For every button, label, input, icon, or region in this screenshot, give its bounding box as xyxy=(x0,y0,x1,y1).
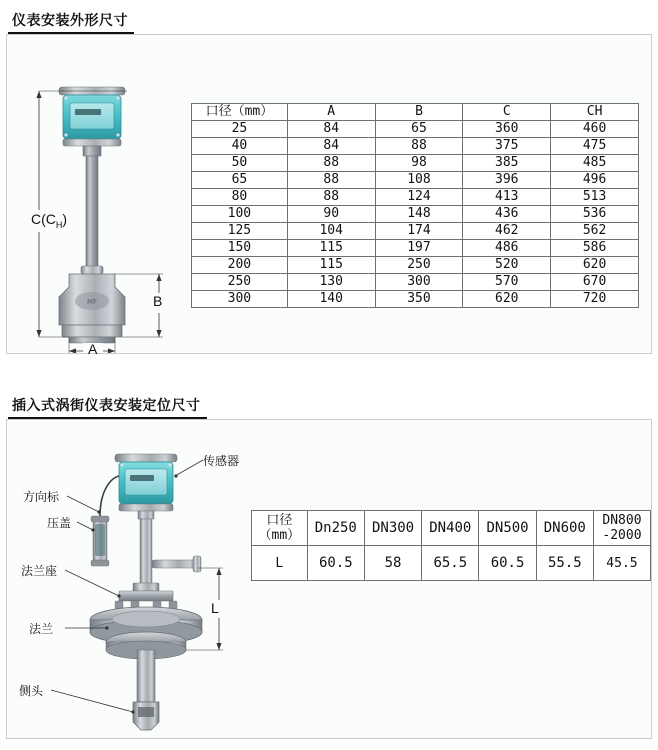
cell-b: 174 xyxy=(375,223,463,240)
cell-b: 300 xyxy=(375,274,463,291)
cell-caliber: 125 xyxy=(192,223,288,240)
section-2-title-text: 插入式涡街仪表安装定位尺寸 xyxy=(12,397,201,413)
cell-ch: 670 xyxy=(551,274,639,291)
label-l: L xyxy=(211,600,219,616)
diagram-panel-2 xyxy=(6,419,652,739)
table-row xyxy=(192,138,639,155)
cell-c: 462 xyxy=(463,223,551,240)
cell-b: 250 xyxy=(375,257,463,274)
cell-l: 55.5 xyxy=(536,546,593,581)
svg-text:MF: MF xyxy=(86,298,98,306)
cell-caliber: 300 xyxy=(192,291,288,308)
label-c-ch-end: ) xyxy=(62,211,68,227)
th-l: L xyxy=(252,546,308,581)
table-row xyxy=(192,206,639,223)
cell-c: 486 xyxy=(463,240,551,257)
cell-a: 84 xyxy=(287,138,375,155)
cell-c: 520 xyxy=(463,257,551,274)
cell-b: 124 xyxy=(375,189,463,206)
cell-c: 396 xyxy=(463,172,551,189)
cell-c: 570 xyxy=(463,274,551,291)
section-2-title xyxy=(8,393,207,419)
table-row xyxy=(192,223,639,240)
cell-c: 360 xyxy=(463,121,551,138)
cell-ch: 562 xyxy=(551,223,639,240)
section-1-title xyxy=(8,8,134,34)
cell-caliber: DN400 xyxy=(422,511,479,546)
th-caliber xyxy=(252,511,308,546)
cell-b: 197 xyxy=(375,240,463,257)
cell-caliber: 65 xyxy=(192,172,288,189)
cell-ch: 536 xyxy=(551,206,639,223)
cell-a: 88 xyxy=(287,172,375,189)
table-row xyxy=(192,291,639,308)
cell-c: 436 xyxy=(463,206,551,223)
cell-caliber: DN300 xyxy=(364,511,421,546)
th-a: A xyxy=(287,104,375,121)
cell-a: 88 xyxy=(287,155,375,172)
cell-caliber: 80 xyxy=(192,189,288,206)
cell-caliber: 250 xyxy=(192,274,288,291)
section-insertion-vortex-dimensions xyxy=(0,385,658,750)
label-b: B xyxy=(153,293,163,309)
cell-a: 84 xyxy=(287,121,375,138)
vortex-flowmeter-drawing xyxy=(7,35,207,353)
cell-ch: 720 xyxy=(551,291,639,308)
cell-a: 90 xyxy=(287,206,375,223)
cell-c: 413 xyxy=(463,189,551,206)
cell-a: 115 xyxy=(287,240,375,257)
cell-l: 60.5 xyxy=(479,546,536,581)
cell-ch: 586 xyxy=(551,240,639,257)
label-c-ch xyxy=(31,211,67,230)
th-caliber: 口径（mm） xyxy=(192,104,288,121)
label-a: A xyxy=(88,341,98,357)
cell-b: 88 xyxy=(375,138,463,155)
cell-a: 104 xyxy=(287,223,375,240)
th-ch: CH xyxy=(551,104,639,121)
label-c-ch-sub: H xyxy=(55,219,63,230)
label-gland: 压盖 xyxy=(47,516,72,530)
label-probe-head: 侧头 xyxy=(19,684,44,698)
cell-l: 45.5 xyxy=(593,546,650,581)
cell-b: 148 xyxy=(375,206,463,223)
cell-b: 108 xyxy=(375,172,463,189)
table-row xyxy=(192,240,639,257)
cell-ch: 496 xyxy=(551,172,639,189)
table-row xyxy=(192,172,639,189)
cell-l: 58 xyxy=(364,546,421,581)
table-row xyxy=(192,257,639,274)
diagram-panel-1 xyxy=(6,34,652,357)
cell-ch: 513 xyxy=(551,189,639,206)
cell-b: 350 xyxy=(375,291,463,308)
label-direction-mark: 方向标 xyxy=(23,490,60,504)
dimensions-table-2 xyxy=(251,510,651,581)
cell-a: 130 xyxy=(287,274,375,291)
table-row-caliber xyxy=(252,511,651,546)
table-row xyxy=(192,274,639,291)
label-flange-seat: 法兰座 xyxy=(21,564,58,578)
th-caliber-line2: （mm） xyxy=(258,528,301,543)
cell-c: 620 xyxy=(463,291,551,308)
cell-b: 98 xyxy=(375,155,463,172)
cell-caliber: 50 xyxy=(192,155,288,172)
cell-caliber: DN600 xyxy=(536,511,593,546)
cell-caliber: DN500 xyxy=(479,511,536,546)
cell-a: 88 xyxy=(287,189,375,206)
th-c: C xyxy=(463,104,551,121)
cell-ch: 485 xyxy=(551,155,639,172)
cell-ch: 620 xyxy=(551,257,639,274)
dimensions-table-1 xyxy=(191,103,639,308)
th-b: B xyxy=(375,104,463,121)
cell-caliber: 100 xyxy=(192,206,288,223)
cell-caliber: 25 xyxy=(192,121,288,138)
cell-ch: 460 xyxy=(551,121,639,138)
cell-caliber: 150 xyxy=(192,240,288,257)
cell-c: 375 xyxy=(463,138,551,155)
th-caliber-line1: 口径 xyxy=(266,513,293,528)
table-row xyxy=(192,155,639,172)
cell-caliber: 40 xyxy=(192,138,288,155)
cell-a: 140 xyxy=(287,291,375,308)
table-row xyxy=(192,121,639,138)
cell-caliber: Dn250 xyxy=(307,511,364,546)
cell-c: 385 xyxy=(463,155,551,172)
cell-caliber: 200 xyxy=(192,257,288,274)
cell-caliber-range: DN800 -2000 xyxy=(593,511,650,546)
label-flange: 法兰 xyxy=(29,622,54,636)
label-c-ch-main: C(C xyxy=(31,211,56,227)
table-header-row xyxy=(192,104,639,121)
label-sensor: 传感器 xyxy=(203,454,240,468)
cell-a: 115 xyxy=(287,257,375,274)
section-1-title-text: 仪表安装外形尺寸 xyxy=(12,12,128,28)
table-row-l xyxy=(252,546,651,581)
table-row xyxy=(192,189,639,206)
cell-l: 60.5 xyxy=(307,546,364,581)
cell-l: 65.5 xyxy=(422,546,479,581)
cell-b: 65 xyxy=(375,121,463,138)
cell-ch: 475 xyxy=(551,138,639,155)
